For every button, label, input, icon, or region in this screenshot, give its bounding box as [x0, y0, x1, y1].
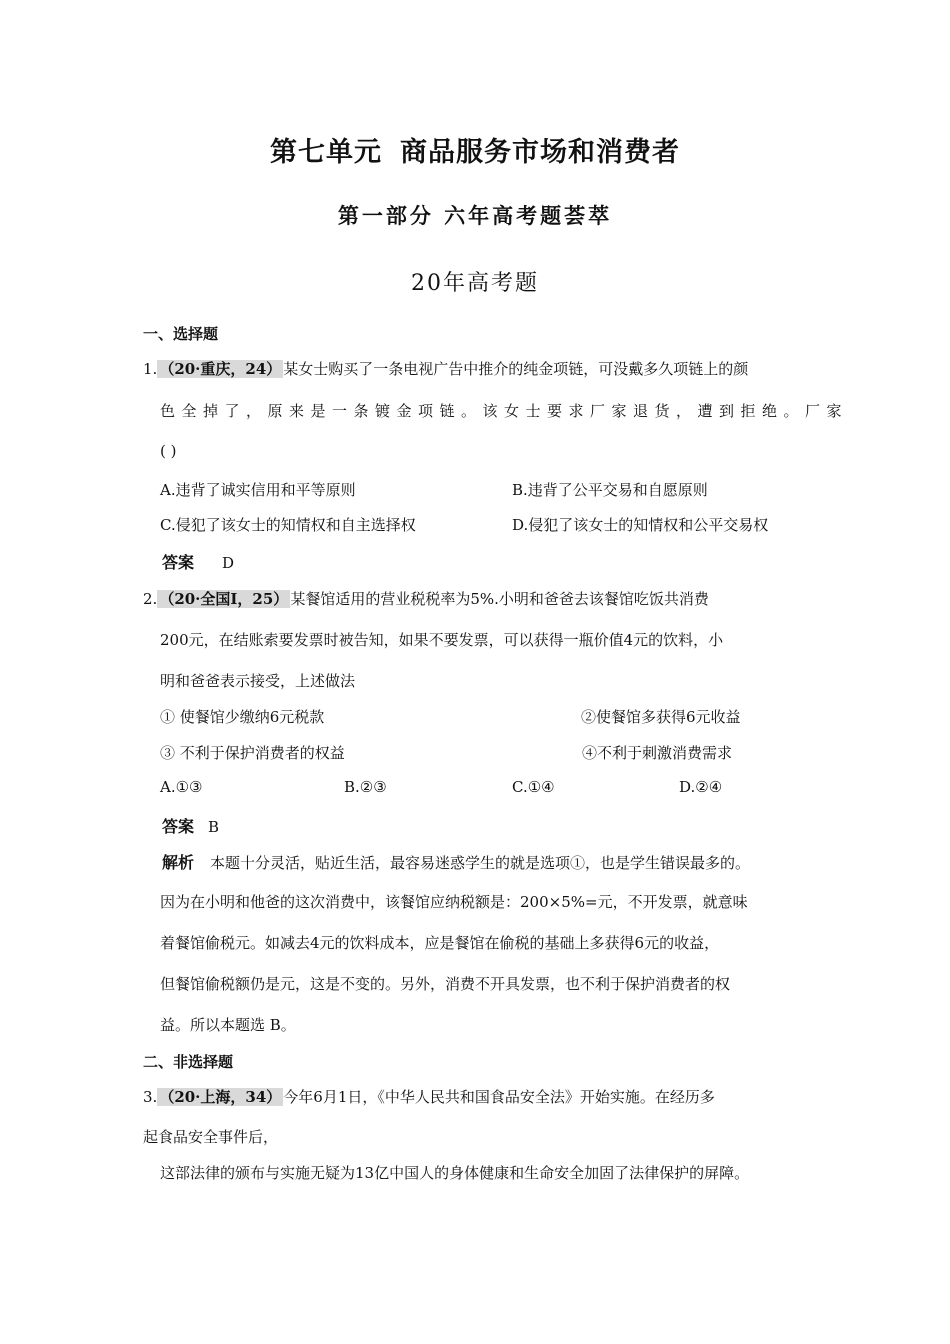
q3-source-tag: （20·上海，34） — [159, 1088, 282, 1106]
q1-number: 1. — [143, 360, 158, 378]
q3-stem-line2: 起食品安全事件后， — [143, 1128, 279, 1146]
q1-stem-line3: ( ) — [160, 442, 177, 460]
q2-analysis-label: 解析 — [162, 853, 195, 872]
q1-option-a: A.违背了诚实信用和平等原则 — [160, 481, 356, 499]
q1-option-c: C.侵犯了该女士的知情权和自主选择权 — [160, 516, 416, 534]
q2-option-c: C.①④ — [512, 778, 555, 796]
year-heading: 20年高考题 — [411, 271, 539, 296]
q1-answer-value: D — [222, 554, 235, 572]
q3-line1 — [143, 1086, 715, 1107]
page-title — [0, 130, 950, 169]
q2-analysis-line4: 但餐馆偷税额仍是元，这是不变的。另外，消费不开具发票，也不利于保护消费者的权 — [160, 975, 731, 993]
q2-stem-line2: 200元，在结账索要发票时被告知，如果不要发票，可以获得一瓶价值4元的饮料，小 — [160, 631, 724, 649]
q1-stem-line2: 色全掉了，原来是一条镀金项链。该女士要求厂家退货，遭到拒绝。厂家 — [160, 402, 849, 420]
q2-analysis-line1 — [162, 850, 750, 873]
q2-statement-1: ① 使餐馆少缴纳6元税款 — [160, 708, 325, 726]
q2-answer-label: 答案 — [162, 817, 195, 836]
q2-option-a: A.①③ — [160, 778, 203, 796]
q3-number: 3. — [143, 1088, 158, 1106]
q3-stem-line3: 这部法律的颁布与实施无疑为13亿中国人的身体健康和生命安全加固了法律保护的屏障。 — [160, 1164, 750, 1182]
section-heading-choice: 一、选择题 — [143, 325, 219, 343]
q1-answer — [162, 550, 234, 573]
q2-source-tag: （20·全国Ⅰ，25） — [159, 590, 289, 608]
unit-label: 第七单元 — [270, 137, 382, 168]
q1-source-tag: （20·重庆，24） — [159, 360, 282, 378]
q2-stem-line1: 某餐馆适用的营业税税率为5%.小明和爸爸去该餐馆吃饭共消费 — [290, 590, 709, 608]
page-subtitle: 第一部分 六年高考题荟萃 — [337, 203, 613, 228]
q2-statement-2: ②使餐馆多获得6元收益 — [581, 708, 741, 726]
q1-option-b: B.违背了公平交易和自愿原则 — [512, 481, 708, 499]
q2-stem-line3: 明和爸爸表示接受，上述做法 — [160, 672, 356, 690]
q2-analysis-line2: 因为在小明和他爸的这次消费中，该餐馆应纳税额是：200×5%=元，不开发票，就意味 — [160, 893, 748, 911]
q2-statement-4: ④不利于刺激消费需求 — [582, 744, 733, 762]
q2-analysis-text1: 本题十分灵活，贴近生活，最容易迷惑学生的就是选项①，也是学生错误最多的。 — [210, 854, 751, 872]
q2-option-b: B.②③ — [344, 778, 387, 796]
q2-number: 2. — [143, 590, 158, 608]
unit-topic: 商品服务市场和消费者 — [400, 137, 680, 168]
q2-statement-3: ③ 不利于保护消费者的权益 — [160, 744, 345, 762]
q2-line1 — [143, 588, 709, 609]
section-heading-nonchoice: 二、非选择题 — [143, 1053, 234, 1071]
q2-option-d: D.②④ — [679, 778, 723, 796]
q3-stem-line1: 今年6月1日，《中华人民共和国食品安全法》开始实施。在经历多 — [283, 1088, 715, 1106]
q2-answer-value: B — [208, 818, 220, 836]
q2-analysis-line3: 着餐馆偷税元。如减去4元的饮料成本，应是餐馆在偷税的基础上多获得6元的收益， — [160, 934, 720, 952]
q1-line1 — [143, 358, 748, 379]
q2-analysis-line5: 益。所以本题选 B。 — [160, 1016, 296, 1034]
q1-option-d: D.侵犯了该女士的知情权和公平交易权 — [512, 516, 769, 534]
q1-answer-label: 答案 — [162, 553, 195, 572]
q1-stem-line1: 某女士购买了一条电视广告中推介的纯金项链，可没戴多久项链上的颜 — [283, 360, 749, 378]
q2-answer — [162, 814, 219, 837]
